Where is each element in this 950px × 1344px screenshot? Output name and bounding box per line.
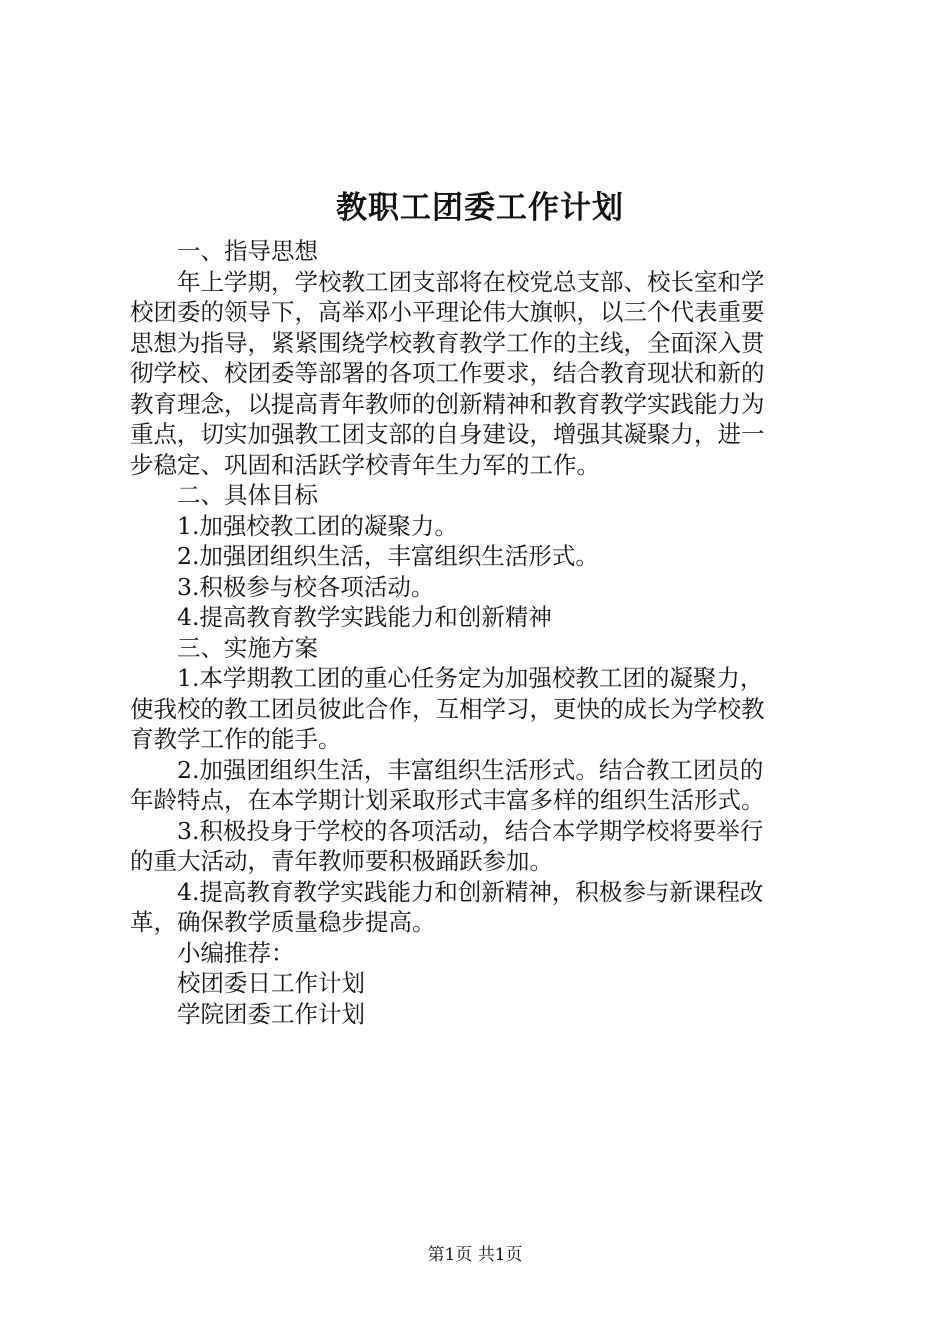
text-line: 重点，切实加强教工团支部的自身建设，增强其凝聚力，进一 <box>130 420 765 448</box>
recommend-link[interactable]: 学院团委工作计划 <box>177 999 365 1028</box>
text-line: 1.本学期教工团的重心任务定为加强校教工团的凝聚力， <box>177 664 764 692</box>
text-line: 4.提高教育教学实践能力和创新精神，积极参与新课程改 <box>177 877 764 906</box>
text-line: 年上学期，学校教工团支部将在校党总支部、校长室和学 <box>177 267 765 296</box>
text-line: 校团委的领导下，高举邓小平理论伟大旗帜，以三个代表重要 <box>130 298 765 326</box>
text-line: 使我校的教工团员彼此合作，互相学习，更快的成长为学校教 <box>130 694 765 723</box>
text-line: 革，确保教学质量稳步提高。 <box>130 908 436 936</box>
goal-item: 3.积极参与校各项活动。 <box>177 572 435 601</box>
text-line: 彻学校、校团委等部署的各项工作要求，结合教育现状和新的 <box>130 359 765 387</box>
plan-item <box>130 755 830 816</box>
goal-item: 2.加强团组织生活，丰富组织生活形式。 <box>177 542 599 570</box>
text-line: 年龄特点，在本学期计划采取形式丰富多样的组织生活形式。 <box>130 786 765 814</box>
text-line: 2.加强团组织生活，丰富组织生活形式。结合教工团员的 <box>177 755 764 784</box>
section-heading-guiding-thought: 一、指导思想 <box>177 237 318 265</box>
goal-item: 4.提高教育教学实践能力和创新精神 <box>177 603 552 631</box>
text-line: 3.积极投身于学校的各项活动，结合本学期学校将要举行 <box>177 816 764 845</box>
paragraph-guiding-thought <box>130 267 830 481</box>
recommend-label: 小编推荐： <box>177 938 295 967</box>
section-heading-specific-goals: 二、具体目标 <box>177 481 318 509</box>
plan-item <box>130 816 830 877</box>
document-title: 教职工团委工作计划 <box>336 190 624 226</box>
document-body <box>130 180 830 1029</box>
text-line: 思想为指导，紧紧围绕学校教育教学工作的主线，全面深入贯 <box>130 328 765 357</box>
text-line: 步稳定、巩固和活跃学校青年生力军的工作。 <box>130 450 600 479</box>
plan-item <box>130 877 830 938</box>
text-line: 教育理念，以提高青年教师的创新精神和教育教学实践能力为 <box>130 389 765 418</box>
text-line: 的重大活动，青年教师要积极踊跃参加。 <box>130 847 553 875</box>
page-footer: 第1页 共1页 <box>427 1245 523 1265</box>
goal-item: 1.加强校教工团的凝聚力。 <box>177 511 458 540</box>
plan-item <box>130 663 830 755</box>
section-heading-implementation-plan: 三、实施方案 <box>177 633 318 662</box>
text-line: 育教学工作的能手。 <box>130 725 342 753</box>
recommend-link[interactable]: 校团委日工作计划 <box>177 969 365 997</box>
